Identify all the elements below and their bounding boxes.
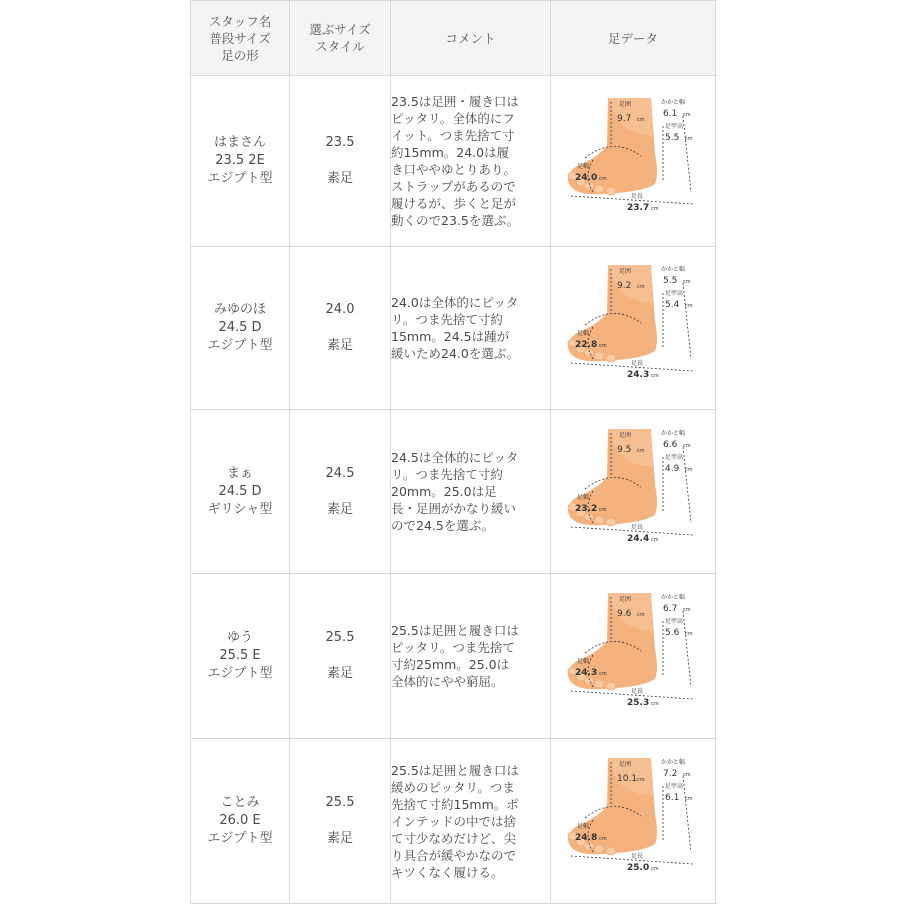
staff-foot-shape: エジプト型 xyxy=(207,338,273,353)
width-label: 足幅 xyxy=(577,823,590,830)
circumference-unit: cm xyxy=(637,117,645,123)
comment-line: リ。つま先捨て寸約 xyxy=(391,467,503,482)
length-value: 24.3 xyxy=(627,370,650,380)
length-label: 足長 xyxy=(631,360,644,367)
width-unit: cm xyxy=(599,671,607,677)
heel-width-unit: cm xyxy=(683,442,691,449)
circumference-unit: cm xyxy=(637,612,645,618)
comment-line: 15mm。24.5は踵が xyxy=(391,329,510,344)
comment-line: 長・足囲がかなり緩い xyxy=(391,501,517,516)
foot-data-cell xyxy=(551,410,716,574)
heel-width-unit: cm xyxy=(683,279,691,285)
header-size xyxy=(290,1,391,76)
comment-line: ピッタリ。つま先捨て xyxy=(391,640,515,655)
comment-line: 動くので23.5を選ぶ。 xyxy=(391,213,520,228)
width-unit: cm xyxy=(599,506,607,513)
size-cell xyxy=(290,247,391,410)
width-value: 24.0 xyxy=(575,173,598,183)
heel-width-unit: cm xyxy=(683,112,691,118)
foot-data-cell xyxy=(551,574,716,739)
instep-value: 5.5 xyxy=(665,133,680,143)
chosen-size: 24.5 xyxy=(325,465,355,481)
staff-name: みゆのほ xyxy=(213,302,266,317)
size-cell xyxy=(290,574,391,739)
table-row xyxy=(191,574,716,739)
length-value: 25.0 xyxy=(627,863,650,873)
length-unit: cm xyxy=(651,206,659,212)
comment-cell xyxy=(391,410,551,574)
width-value: 23.2 xyxy=(575,503,598,514)
width-unit: cm xyxy=(599,836,607,842)
staff-name: ことみ xyxy=(220,795,260,810)
comment-line: 寸約25mm。25.0は xyxy=(391,657,510,672)
comment-line: 25.5は足囲と履き口は xyxy=(391,762,519,778)
header-comment: コメント xyxy=(391,1,551,76)
comment-cell xyxy=(391,739,551,904)
heel-width-unit: cm xyxy=(683,772,691,778)
chosen-size: 25.5 xyxy=(325,630,355,645)
header-size-line: 選ぶサイズ xyxy=(309,22,371,37)
heel-width-value: 5.5 xyxy=(663,276,678,286)
instep-label: 足甲高 xyxy=(665,453,684,461)
length-unit: cm xyxy=(651,373,659,379)
foot-data-cell xyxy=(551,739,716,904)
comment-line: インテッドの中では捨 xyxy=(391,813,517,829)
circumference-value: 9.2 xyxy=(617,281,632,291)
header-staff xyxy=(191,1,290,76)
table-row xyxy=(191,76,716,247)
instep-value: 5.4 xyxy=(665,300,680,310)
length-label: 足長 xyxy=(631,193,644,200)
staff-foot-shape: ギリシャ型 xyxy=(207,501,273,517)
comment-line: キツくなく履ける。 xyxy=(391,864,504,880)
chosen-size: 24.0 xyxy=(325,302,355,317)
comment-cell xyxy=(391,574,551,739)
circumference-label: 足囲 xyxy=(619,101,632,108)
comment-line: 24.0は全体的にピッタ xyxy=(391,295,519,310)
length-value: 24.4 xyxy=(627,533,650,544)
foot-data-cell xyxy=(551,247,716,410)
staff-usual-size: 24.5 D xyxy=(218,483,262,499)
staff-name: ゆう xyxy=(226,630,253,645)
staff-cell xyxy=(191,574,290,739)
width-unit: cm xyxy=(599,176,607,182)
heel-width-value: 7.2 xyxy=(663,769,678,779)
instep-value: 4.9 xyxy=(665,463,680,474)
chosen-size: 23.5 xyxy=(325,135,355,150)
circumference-label: 足囲 xyxy=(619,596,632,603)
comment-line: り具合が緩やかなので xyxy=(391,847,517,863)
comment-line: 20mm。25.0は足 xyxy=(391,484,497,499)
length-unit: cm xyxy=(651,701,659,707)
fitting-table xyxy=(190,0,716,904)
heel-width-label: かかと幅 xyxy=(661,266,686,273)
foot-diagram xyxy=(563,263,703,393)
staff-name: はまさん xyxy=(213,135,266,150)
comment-line: ピッタリ。全体的にフ xyxy=(391,111,515,126)
comment-line: ので24.5を選ぶ。 xyxy=(391,518,495,533)
comment-line: 24.5は全体的にピッタ xyxy=(391,450,519,465)
staff-foot-shape: エジプト型 xyxy=(207,666,273,681)
table-row xyxy=(191,739,716,904)
chosen-size: 25.5 xyxy=(325,795,355,810)
width-label: 足幅 xyxy=(577,163,590,170)
width-value: 24.3 xyxy=(575,668,598,678)
circumference-label: 足囲 xyxy=(619,761,632,768)
heel-width-label: かかと幅 xyxy=(661,594,686,601)
comment-line: 25.5は足囲と履き口は xyxy=(391,623,519,638)
circumference-value: 9.7 xyxy=(617,114,632,124)
instep-value: 5.6 xyxy=(665,628,680,638)
comment-line: き口ややゆとりあり。 xyxy=(391,162,517,177)
staff-usual-size: 25.5 E xyxy=(219,648,261,663)
staff-cell xyxy=(191,739,290,904)
instep-unit: cm xyxy=(685,631,693,637)
length-label: 足長 xyxy=(631,853,644,860)
comment-line: イット。つま先捨て寸 xyxy=(391,128,515,143)
comment-line: 緩めのピッタリ。つま xyxy=(391,779,515,795)
instep-unit: cm xyxy=(685,466,693,473)
header-staff-line: 足の形 xyxy=(221,47,259,63)
circumference-value: 9.6 xyxy=(617,609,632,619)
length-unit: cm xyxy=(651,866,659,872)
staff-cell xyxy=(191,410,290,574)
comment-line: リ。つま先捨て寸約 xyxy=(391,312,503,327)
width-label: 足幅 xyxy=(577,330,590,337)
heel-width-label: かかと幅 xyxy=(661,759,686,766)
staff-cell xyxy=(191,247,290,410)
size-cell xyxy=(290,739,391,904)
table-header-row xyxy=(191,1,716,76)
comment-line: 全体的にやや窮屈。 xyxy=(391,674,504,689)
foot-data-cell xyxy=(551,76,716,247)
circumference-unit: cm xyxy=(637,447,645,454)
heel-width-unit: cm xyxy=(683,607,691,613)
circumference-unit: cm xyxy=(637,284,645,290)
header-staff-line: 普段サイズ xyxy=(209,30,271,46)
width-unit: cm xyxy=(599,343,607,349)
foot-diagram xyxy=(563,96,703,226)
heel-width-value: 6.1 xyxy=(663,109,678,119)
staff-name: まぁ xyxy=(226,465,253,481)
comment-line: ストラップがあるので xyxy=(391,179,516,194)
length-label: 足長 xyxy=(631,688,644,695)
length-unit: cm xyxy=(651,536,659,543)
heel-width-value: 6.7 xyxy=(663,604,678,614)
width-label: 足幅 xyxy=(577,493,590,501)
instep-unit: cm xyxy=(685,303,693,309)
foot-diagram xyxy=(563,756,703,886)
staff-foot-shape: エジプト型 xyxy=(207,171,273,186)
instep-label: 足甲高 xyxy=(665,783,684,790)
comment-line: 先捨て寸約15mm。ポ xyxy=(391,796,519,812)
instep-label: 足甲高 xyxy=(665,290,684,297)
staff-usual-size: 26.0 E xyxy=(219,813,261,828)
circumference-unit: cm xyxy=(637,777,645,783)
size-cell xyxy=(290,76,391,247)
comment-line: て寸少なめだけど、尖 xyxy=(391,830,517,846)
table-row xyxy=(191,247,716,410)
staff-foot-shape: エジプト型 xyxy=(207,831,273,846)
heel-width-label: かかと幅 xyxy=(661,429,686,437)
foot-diagram xyxy=(563,591,703,721)
circumference-label: 足囲 xyxy=(619,268,632,275)
foot-diagram xyxy=(563,427,703,557)
style: 素足 xyxy=(326,831,353,846)
instep-unit: cm xyxy=(685,796,693,802)
circumference-value: 9.5 xyxy=(617,444,632,455)
instep-unit: cm xyxy=(685,136,693,142)
staff-usual-size: 23.5 2E xyxy=(215,153,265,168)
comment-line: 緩いため24.0を選ぶ。 xyxy=(391,346,520,361)
comment-line: 23.5は足囲・履き口は xyxy=(391,94,519,109)
instep-label: 足甲高 xyxy=(665,123,684,130)
length-value: 25.3 xyxy=(627,698,650,708)
width-value: 24.8 xyxy=(575,833,598,843)
comment-line: 履けるが、歩くと足が xyxy=(391,196,517,211)
style: 素足 xyxy=(326,171,353,186)
length-label: 足長 xyxy=(631,523,644,531)
heel-width-value: 6.6 xyxy=(663,439,678,450)
comment-cell xyxy=(391,247,551,410)
style: 素足 xyxy=(326,666,353,681)
circumference-value: 10.1 xyxy=(617,774,638,784)
header-staff-line: スタッフ名 xyxy=(208,13,272,29)
width-label: 足幅 xyxy=(577,658,590,665)
instep-value: 6.1 xyxy=(665,793,680,803)
style: 素足 xyxy=(326,338,353,353)
instep-label: 足甲高 xyxy=(665,618,684,625)
comment-line: 約15mm。24.0は履 xyxy=(391,145,510,160)
size-cell xyxy=(290,410,391,574)
staff-cell xyxy=(191,76,290,247)
circumference-label: 足囲 xyxy=(619,431,632,439)
style: 素足 xyxy=(326,501,353,517)
header-foot-data: 足データ xyxy=(551,1,716,76)
comment-cell xyxy=(391,76,551,247)
heel-width-label: かかと幅 xyxy=(661,99,686,106)
header-size-line: スタイル xyxy=(315,39,365,54)
staff-usual-size: 24.5 D xyxy=(218,320,262,335)
table-row xyxy=(191,410,716,574)
width-value: 22.8 xyxy=(575,340,598,350)
length-value: 23.7 xyxy=(627,203,650,213)
